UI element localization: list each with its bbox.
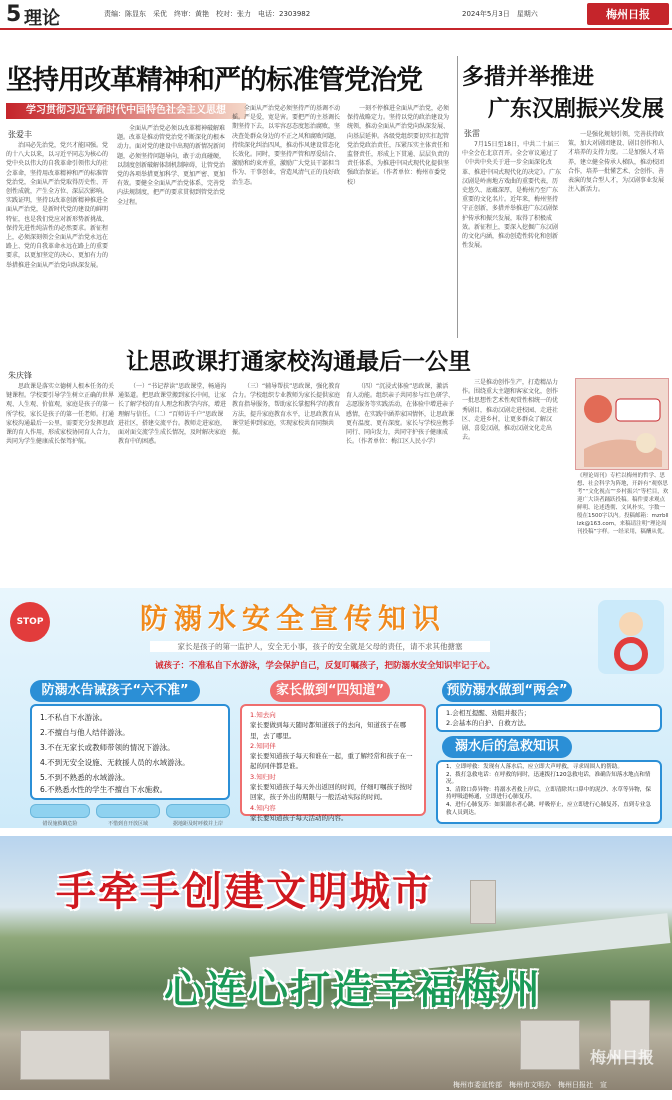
slogan-line-2: 心连心打造幸福梅州 — [164, 967, 542, 1013]
first-aid-item: 4、进行心肺复苏：如果溺水者心跳、呼吸停止，应立即进行心肺复苏，直到专业急救人员到达。 — [446, 801, 651, 816]
watermark: 梅州日报 — [590, 1048, 655, 1067]
article-column: 一是强化规划引领，完善扶持政策，加大对剧团建设、剧目创作和人才培养的支持力度。二是加强人才培养，建立健全传承人梯队，推动校团合作，培养一批懂艺术、会创作、善表演的复合型人才，为汉剧事业发展注入新活力。 — [568, 131, 665, 194]
author-byline: 朱庆锋 — [8, 371, 32, 380]
lifeguard-illustration — [598, 600, 664, 674]
mid-box-title: 家长做到“四知道” — [270, 680, 390, 702]
illustration-caption: 不惜到自开放区域 — [107, 821, 148, 827]
skill-item: 2.会基本的自护、自救方法。 — [446, 719, 531, 728]
illustration-panel — [96, 804, 160, 818]
know-heading: 2.知同伴 — [250, 741, 276, 750]
column-ad-text: 《理论周刊》专栏以梅州的哲学、思想、社会科学为阵地，开辟有“观察思考”“文化视点”“乡村振兴”等栏目，欢迎广大读者踊跃投稿。稿件要求观点鲜明、论述透彻、文风朴实，字数一般在1500字以内。投稿邮箱：mzrblllzk@163.com，来稿请注明“理论周刊投稿”字样。一经采用，稿酬从优。 — [577, 473, 669, 535]
article-headline-line1: 多措并举推进 — [462, 65, 595, 90]
rule-item: 5.不到不熟悉的水域游泳。 — [40, 773, 130, 782]
slogan-line-1: 手牵手创建文明城市 — [56, 869, 434, 915]
issue-date: 2024年5月3日 星期六 — [462, 10, 538, 18]
rule-item: 4.不到无安全设施、无救援人员的水域游泳。 — [40, 758, 190, 767]
section-title: 理论 — [24, 8, 60, 29]
left-box-title: 防溺水告诫孩子“六不准” — [30, 680, 200, 702]
illustration-caption: 据地距及时呼救并上岸 — [172, 821, 223, 827]
masthead — [0, 0, 672, 30]
building-shape — [520, 1020, 580, 1070]
know-heading: 1.知去向 — [250, 711, 276, 719]
article-column: （三）“辅导帮扶”思政课，强化教育合力。学校组织专业教师为家长提供家庭教育指导服务，帮助家长掌握科学的教育方法，提升家庭教育水平，让思政教育从课堂延伸到家庭，实现家校共育同频共振。 — [232, 383, 341, 437]
newspaper-logo: 梅州日报 — [587, 3, 669, 25]
column-divider — [457, 56, 458, 338]
article-column: 一刻不停推进全面从严治党，必须保持战略定力。坚持以党的政治建设为统领，推动全面从严治党向纵深发展、向基层延伸。各级党组织要切实扛起管党治党政治责任，压紧压实主体责任和监督责任，形成上下贯通、层层负责的责任体系，为推进中国式现代化提供坚强政治保证。（作者单位：梅州市委党校） — [347, 105, 450, 186]
article-headline-line2: 广东汉剧振兴发展 — [488, 97, 665, 122]
theme-banner: 学习贯彻习近平新时代中国特色社会主义思想 — [6, 103, 246, 119]
poster-slogan-red: 诫孩子：不准私自下水游泳，学会保护自己，反复叮嘱孩子，把防溺水安全知识牢记于心。 — [154, 661, 495, 671]
know-text: 家长要做到每天随时都知道孩子的去向，知道孩子在哪里，去了哪里。 — [250, 721, 406, 740]
article-column: 全面从严治党必须坚持严的基调不动摇。严是爱，宽是害。要把严的主基调长期坚持下去，以零容忍态度惩治腐败，坚决查处群众身边的不正之风和腐败问题，持续深化纠治四风，推动作风建设常态化长效化。同时，要坚持严管和厚爱结合、激励和约束并重，激励广大党员干部担当作为、干事创业，营造风清气正的良好政治生态。 — [232, 105, 341, 186]
right-box-title: 预防溺水做到“两会” — [442, 680, 572, 702]
skill-item: 1.会相互提醒、劝阻并报告； — [446, 709, 531, 717]
article-column: （一）“书记荐读”思政课堂，畅通沟通渠道。把思政课堂搬到家长中间，让家长了解学校的育人理念和教学内容，增进理解与信任。（二）“百师访千户”思政课进社区，搭建交流平台。教师走进家庭，面对面交流学生成长情况，及时解决家庭教育中的困惑。 — [118, 383, 227, 446]
page-number: 5 — [6, 2, 22, 27]
first-aid-item: 2、拨打急救电话：在呼救的同时，迅速拨打120急救电话，准确告知落水地点和情况。 — [446, 771, 651, 786]
first-aid-title: 溺水后的急救知识 — [442, 736, 572, 758]
poster-title: 防溺水安全宣传知识 — [140, 602, 447, 635]
article-headline: 坚持用改革精神和严的标准管党治党 — [6, 65, 422, 96]
stop-sign-icon: STOP — [10, 602, 50, 642]
building-shape — [470, 880, 496, 924]
rule-item: 2.不擅自与他人结伴游泳。 — [40, 728, 130, 737]
know-heading: 3.知归时 — [250, 772, 276, 781]
first-aid-item: 3、清除口鼻异物：将溺水者救上岸后，立即清除其口鼻中的泥沙、水草等异物，保持呼吸道畅通，立即进行心肺复苏。 — [446, 786, 651, 801]
four-know-box — [240, 704, 426, 822]
article-column: 思政课是落实立德树人根本任务的关键课程。学校要引导学生树立正确的世界观、人生观、价值观，家庭是孩子的第一所学校，家长是孩子的第一任老师。打通家校沟通最后一公里，需要充分发挥思政课的育人作用，形成家校协同育人合力，共同为学生健康成长保驾护航。 — [6, 383, 114, 446]
article-column: 治国必先治党，党兴才能国强。党的十八大以来，以习近平同志为核心的党中央以伟大的自我革命引领伟大的社会革命，坚持用改革精神和严的标准管党治党，全面从严治党取得历史性、开创性成就，产生全方位、深层次影响。实践证明，坚持以改革创新精神推进全面从严治党，是新时代党的建设的鲜明特征，也是我们党应对新形势新挑战、保持先进性纯洁性的必然要求。新征程上，必须深刻领会全面从严治党永远在路上、党的自我革命永远在路上的重要要求，以更加坚定的决心、更加有力的举措推进全面从严治党向纵深发展。 — [6, 142, 109, 269]
two-skills-box — [436, 704, 662, 732]
author-byline: 张爱丰 — [8, 130, 32, 139]
editor-meta: 责编：陈显东 采优 终审：黄艳 校对：张力 电话：2303982 — [104, 10, 311, 18]
article-column: （四）“沉浸式体验”思政课，激活育人动能。组织亲子共同参与红色研学、志愿服务等实践活动，在体验中增进亲子感情，在实践中涵养家国情怀，让思政课更有温度、更有深度。家长与学校应携手同行、同向发力，共同守护孩子健康成长。（作者单位：梅江区人民小学） — [346, 383, 454, 446]
first-aid-item: 1、立即呼救：发现有人落水后，应立即大声呼救，寻求周围人的帮助。 — [446, 764, 623, 770]
article-column: 三是推动创作生产，打造精品力作。围绕重大主题和客家文化，创作一批思想性艺术性观赏性相统一的优秀剧目，推动汉剧走进校园、走进社区、走进乡村，让更多群众了解汉剧、喜爱汉剧，推动汉剧文化走出去。 — [462, 379, 559, 442]
know-heading: 4.知内容 — [250, 803, 276, 812]
illustration-caption: 错误施救戳危险 — [42, 821, 78, 827]
know-text: 家长要知道孩子每天外出返回的时间，仔细叮嘱孩子按时回家，孩子外出的期限与一般活动实际的时间。 — [250, 783, 413, 802]
poster-slogan: 家长是孩子的第一监护人，安全无小事，孩子的安全就是父母的责任，请不求其他搪塞 — [150, 641, 490, 652]
illustration-panel — [30, 804, 90, 818]
six-rules-box — [30, 704, 230, 800]
rule-item: 6.不熟悉水性的学生不擅自下水施救。 — [40, 785, 168, 794]
building-shape — [20, 1030, 110, 1080]
rule-item: 1.不私自下水游泳。 — [40, 713, 108, 722]
first-aid-box — [436, 760, 662, 824]
article-column: 7月15日至18日，中共二十届三中全会在北京召开。全会审议通过了《中共中央关于进一步全面深化改革、推进中国式现代化的决定》。广东汉剧是岭南地方戏曲的重要代表，历史悠久、底蕴深厚，是梅州乃至广东重要的文化名片。近年来，梅州坚持守正创新，多措并举推进广东汉剧保护传承和振兴发展，取得了积极成效。新征程上，要深入挖掘广东汉剧的文化内涵，推动创造性转化和创新性发展。 — [462, 141, 562, 250]
column-ad-illustration — [575, 378, 669, 470]
illustration-panel — [166, 804, 230, 818]
article-headline: 让思政课打通家校沟通最后一公里 — [126, 349, 471, 375]
author-byline: 张雷 — [464, 129, 480, 138]
know-text: 家长要知道孩子每天和谁在一起，重了解经常和孩子在一起的同伴都是谁。 — [250, 752, 413, 771]
rule-item: 3.不在无家长或教师带领的情况下游泳。 — [40, 743, 175, 752]
article-column: 全面从严治党必须以改革精神破解难题。改革是推动管党治党不断深化的根本动力。面对党的建设中出现的新情况新问题，必须坚持问题导向，敢于动真碰硬，以制度创新破解体制机制障碍，让管党治党的各项举措更加科学、更加严密、更加有效。要健全全面从严治党体系，完善党内法规制度，把严的要求贯彻到管党治党全过程。 — [117, 125, 226, 206]
know-text: 家长要知道孩子每天活动的内容。 — [250, 813, 348, 822]
ad-credit: 梅州市委宣传部 梅州市文明办 梅州日报社 宣 — [453, 1081, 607, 1089]
